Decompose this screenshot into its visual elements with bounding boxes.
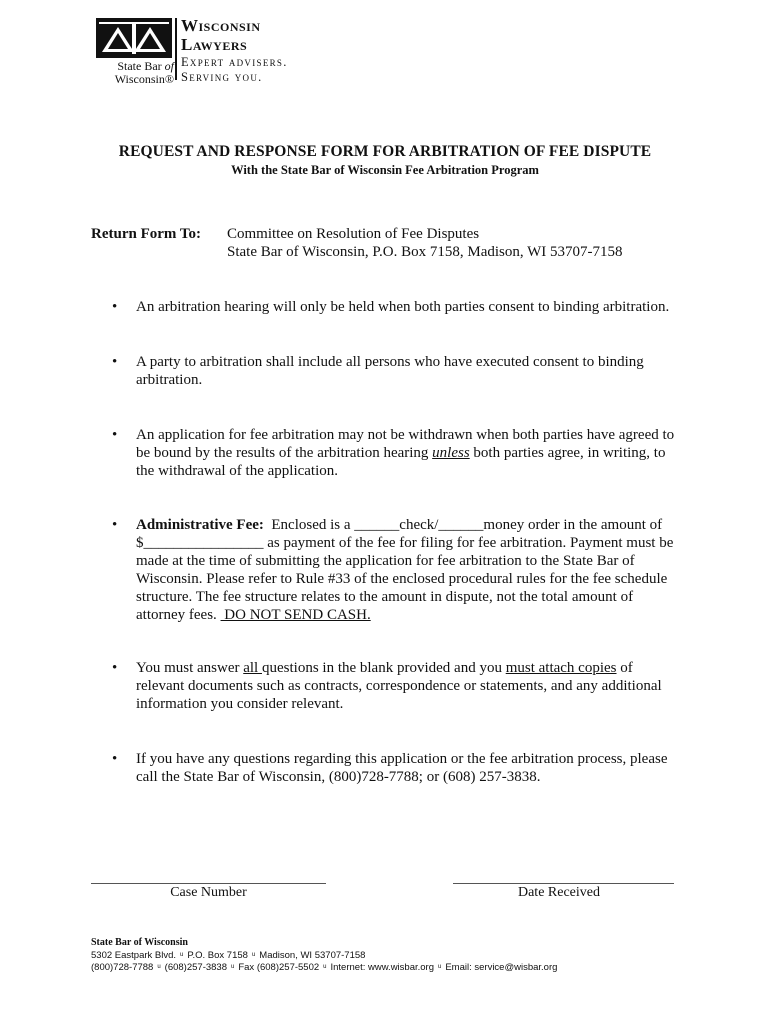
logo-tagline: Expert advisers. Serving you. [181,55,288,84]
date-received-line[interactable] [453,883,674,884]
bullet-contact: If you have any questions regarding this application or the fee arbitration process, please call the State Bar of Wisconsin, (800)728-7788; or (608) 257-3838. [136,751,668,785]
footer-address: 5302 Eastpark Blvd. u P.O. Box 7158 u Madison, WI 53707-7158 [91,950,366,961]
logo-state-bar-text: State Bar of Wisconsin® [114,59,174,86]
case-number-label: Case Number [170,885,247,900]
bullet-icon: • [112,354,118,370]
bullet-icon: • [112,751,118,767]
return-form-label: Return Form To: [91,226,201,242]
form-subtitle: With the State Bar of Wisconsin Fee Arbitration Program [231,163,539,177]
website-link[interactable]: Internet: www.wisbar.org [330,962,434,973]
bullet-administrative-fee: Administrative Fee: Enclosed is a ______check/______money order in the amount of $________________ as payment of the fee for filing for fee arbitration. Payment must be made at the time of submitting the application for fee arbitration to the State Bar of Wisconsin. Please refer to Rule #33 of the enclosed procedural rules for the fee schedule structure. The fee structure relates to the amount in dispute, not the total amount of attorney fees. DO NOT SEND CASH. [136,517,674,623]
bullet-consent: An arbitration hearing will only be held when both parties consent to binding arbitration. [136,299,670,315]
footer-org-name: State Bar of Wisconsin [91,937,188,948]
bullet-icon: • [112,427,118,443]
bullet-answer-questions: You must answer all questions in the blank provided and you must attach copies of relevant documents such as contracts, correspondence or statements, and any additional information you consider relevant. [136,660,662,712]
return-address-line2: State Bar of Wisconsin, P.O. Box 7158, Madison, WI 53707-7158 [227,244,623,260]
bullet-icon: • [112,299,118,315]
bullet-icon: • [112,517,118,533]
return-address-line1: Committee on Resolution of Fee Disputes [227,226,480,242]
date-received-label: Date Received [517,885,600,900]
logo-brand: Wisconsin Lawyers [181,16,261,54]
bullet-party: A party to arbitration shall include all persons who have executed consent to binding arbitration. [136,354,644,388]
logo-divider [175,18,177,80]
form-title: REQUEST AND RESPONSE FORM FOR ARBITRATION OF FEE DISPUTE [118,143,652,160]
bullet-withdrawal: An application for fee arbitration may not be withdrawn when both parties have agreed to be bound by the results of the arbitration hearing unless both parties agree, in writing, to the withdrawal of the application. [136,427,675,479]
state-bar-logo-mark [96,18,172,58]
bullet-icon: • [112,660,118,676]
footer-contact: (800)728-7788 u (608)257-3838 u Fax (608)257-5502 u Internet: www.wisbar.org u Email: service@wisbar.org [91,962,558,973]
email-link[interactable]: Email: service@wisbar.org [445,962,558,973]
case-number-line[interactable] [91,883,326,884]
